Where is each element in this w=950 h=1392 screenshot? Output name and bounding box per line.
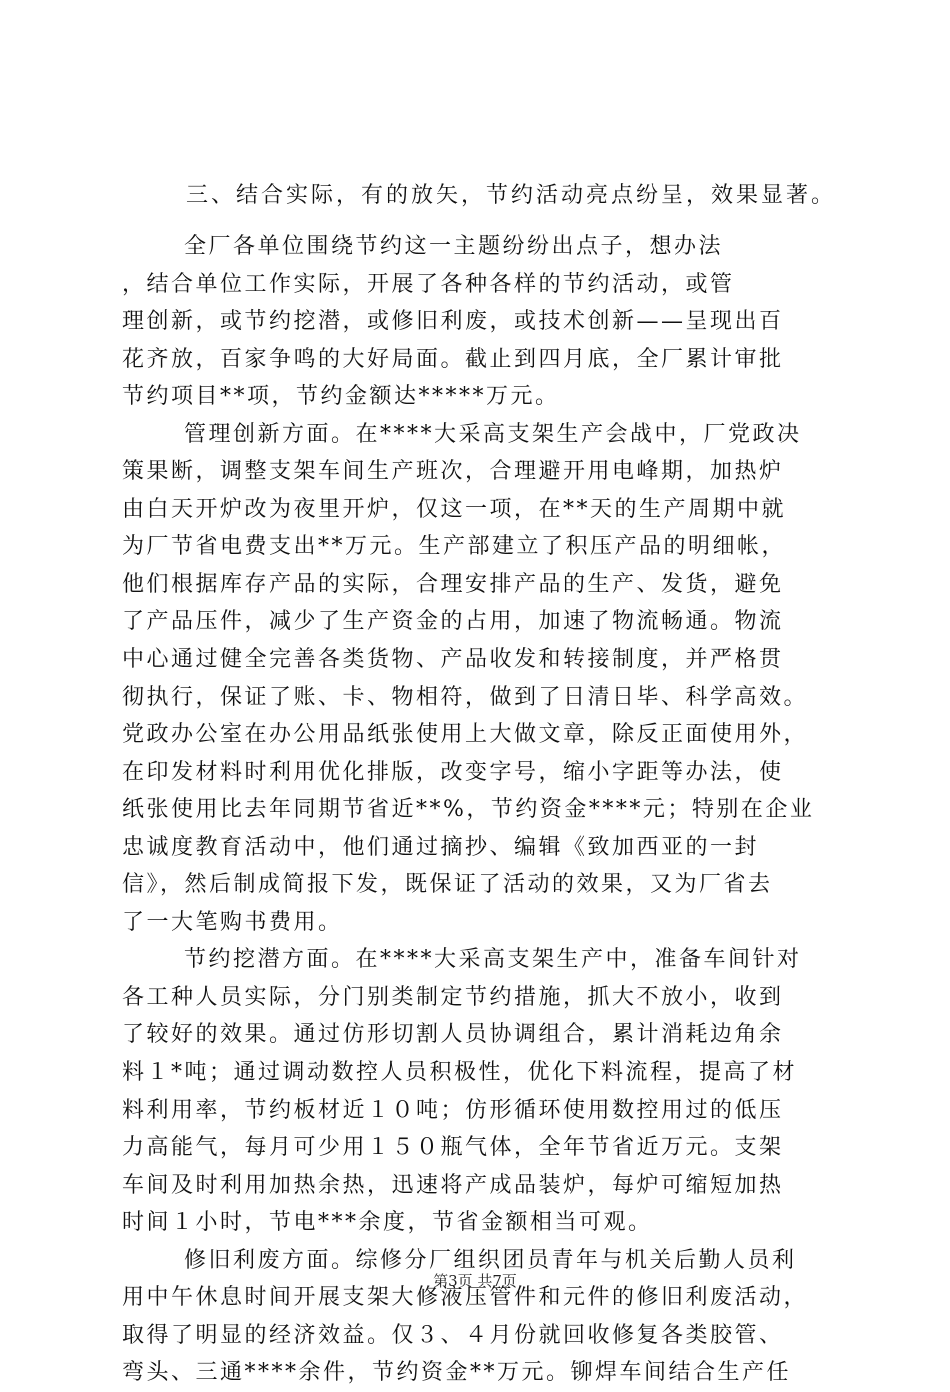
text-line: 节约挖潜方面。在****大采高支架生产中，准备车间针对 (184, 947, 802, 973)
text-line: 了较好的效果。通过仿形切割人员协调组合，累计消耗边角余 (122, 1022, 784, 1048)
text-line: 弯头、三通****余件，节约资金**万元。铆焊车间结合生产任 (122, 1360, 792, 1386)
text-line: 在印发材料时利用优化排版，改变字号，缩小字距等办法，使 (122, 759, 784, 785)
text-line: 忠诚度教育活动中，他们通过摘抄、编辑《致加西亚的一封 (122, 834, 760, 860)
text-line: 各工种人员实际，分门别类制定节约措施，抓大不放小，收到 (122, 984, 784, 1010)
text-line: 中心通过健全完善各类货物、产品收发和转接制度，并严格贯 (122, 647, 784, 673)
text-line: ，结合单位工作实际，开展了各种各样的节约活动，或管 (122, 271, 735, 297)
text-line: 节约项目**项，节约金额达*****万元。 (122, 384, 560, 410)
text-line: 党政办公室在办公用品纸张使用上大做文章，除反正面使用外， (122, 722, 809, 748)
text-line: 纸张使用比去年同期节省近**%，节约资金****元；特别在企业 (122, 797, 815, 823)
text-line: 了一大笔购书费用。 (122, 909, 343, 935)
text-line: 理创新，或节约挖潜，或修旧利废，或技术创新——呈现出百 (122, 309, 784, 335)
text-line: 用中午休息时间开展支架大修液压管件和元件的修旧利废活动， (122, 1285, 809, 1311)
text-line: 彻执行，保证了账、卡、物相符，做到了日清日毕、科学高效。 (122, 684, 809, 710)
text-line: 策果断，调整支架车间生产班次，合理避开用电峰期，加热炉 (122, 459, 784, 485)
text-line: 车间及时利用加热余热，迅速将产成品装炉，每炉可缩短加热 (122, 1172, 784, 1198)
text-line: 由白天开炉改为夜里开炉，仅这一项，在**天的生产周期中就 (122, 496, 787, 522)
text-line: 料利用率，节约板材近１０吨；仿形循环使用数控用过的低压 (122, 1097, 784, 1123)
text-line: 了产品压件，减少了生产资金的占用，加速了物流畅通。物流 (122, 609, 784, 635)
text-line: 全厂各单位围绕节约这一主题纷纷出点子，想办法 (184, 234, 724, 259)
section-heading: 三、结合实际，有的放矢，节约活动亮点纷呈，效果显著。 (186, 183, 837, 208)
text-line: 料１*吨；通过调动数控人员积极性，优化下料流程，提高了材 (122, 1060, 798, 1086)
text-line: 他们根据库存产品的实际，合理安排产品的生产、发货，避免 (122, 571, 784, 597)
page-footer: 第3页 共7页 (433, 1272, 517, 1290)
text-line: 取得了明显的经济效益。仅３、４月份就回收修复各类胶管、 (122, 1322, 784, 1348)
text-line: 时间１小时，节电***余度，节省金额相当可观。 (122, 1210, 653, 1236)
text-line: 花齐放，百家争鸣的大好局面。截止到四月底，全厂累计审批 (122, 346, 784, 372)
body-text (122, 228, 842, 1392)
text-line: 信》，然后制成简报下发，既保证了活动的效果，又为厂省去 (122, 872, 773, 898)
text-line: 力高能气，每月可少用１５０瓶气体，全年节省近万元。支架 (122, 1135, 784, 1161)
text-line: 为厂节省电费支出**万元。生产部建立了积压产品的明细帐， (122, 534, 787, 560)
text-line: 管理创新方面。在****大采高支架生产会战中，厂党政决 (184, 421, 802, 447)
text-line: 修旧利废方面。综修分厂组织团员青年与机关后勤人员利 (184, 1247, 797, 1273)
